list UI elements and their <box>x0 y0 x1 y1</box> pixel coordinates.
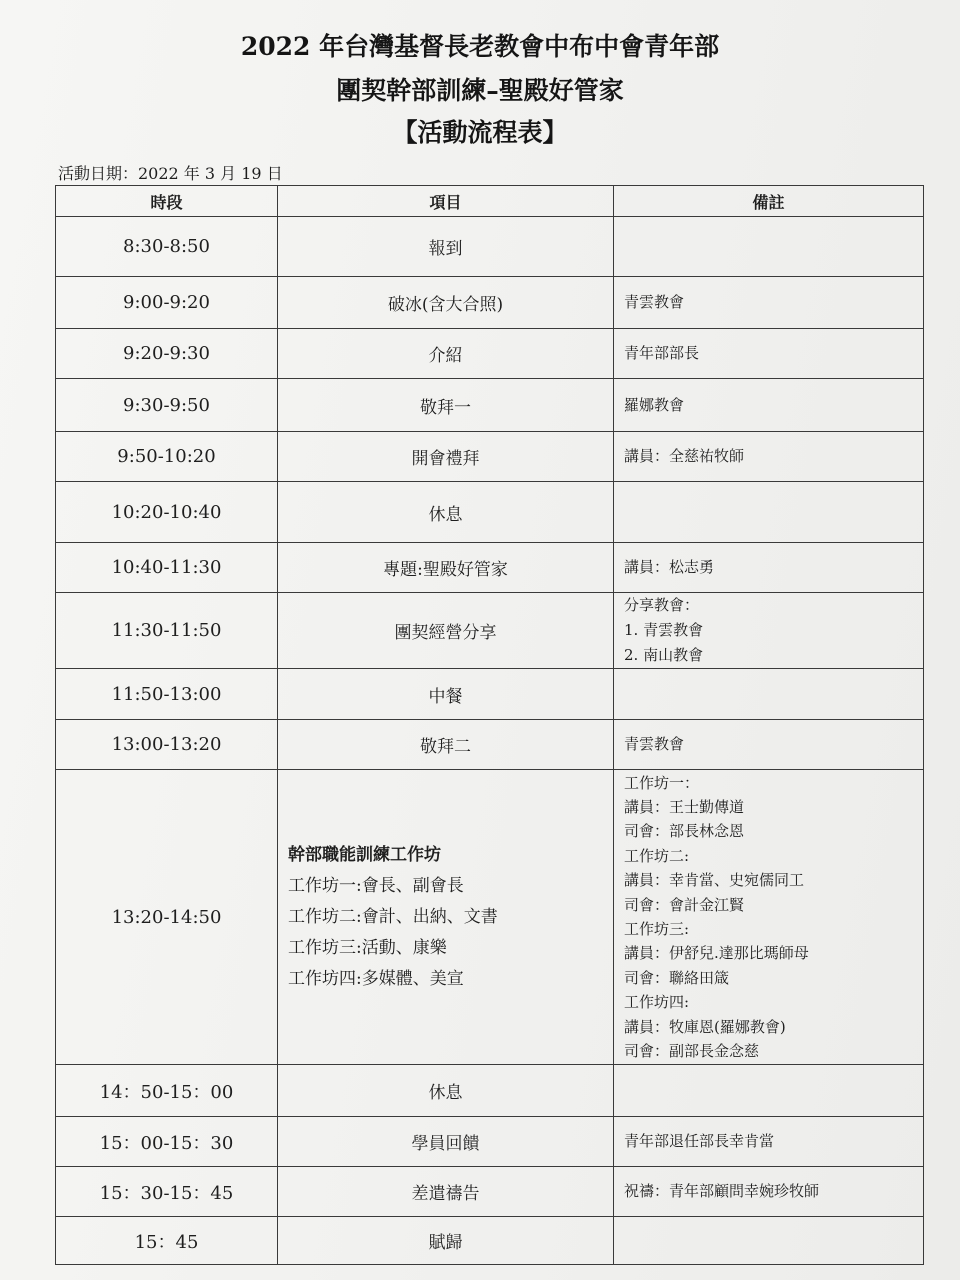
item-cell: 開會禮拜 <box>278 432 614 482</box>
note-line: 工作坊三: <box>624 920 690 938</box>
note-cell <box>614 432 924 482</box>
note-line: 講員：幸肯當、史宛儒同工 <box>624 871 805 890</box>
document-subtitle: 團契幹部訓練–聖殿好管家 <box>336 76 624 105</box>
item-cell: 差遣禱告 <box>278 1167 614 1217</box>
note-cell <box>614 1065 924 1117</box>
note-line: 司會：會計金江賢 <box>624 895 745 914</box>
note-line: 青雲教會 <box>624 735 685 753</box>
schedule-heading: 【活動流程表】 <box>392 118 568 147</box>
note-line: 青年部退任部長幸肯當 <box>624 1132 775 1150</box>
table-row <box>56 593 924 669</box>
note-line: 羅娜教會 <box>624 395 685 414</box>
note-cell <box>614 329 924 379</box>
note-line: 講員：牧庫恩(羅娜教會) <box>624 1017 786 1036</box>
item-cell: 專題:聖殿好管家 <box>278 543 614 593</box>
time-cell: 11:50-13:00 <box>56 669 278 720</box>
document-title: 2022 年台灣基督長老教會中布中會青年部 <box>240 32 720 61</box>
note-line: 講員：王士勤傳道 <box>624 797 745 816</box>
time-cell: 13:20-14:50 <box>56 770 278 1065</box>
workshop-item: 工作坊三:活動、康樂 <box>288 937 447 958</box>
note-line: 青雲教會 <box>624 293 685 311</box>
time-cell: 9:20-9:30 <box>56 329 278 379</box>
note-line: 司會：聯絡田箴 <box>624 968 730 987</box>
table-row <box>56 720 924 770</box>
table-row <box>56 329 924 379</box>
time-cell: 15：45 <box>56 1217 278 1265</box>
note-cell <box>614 770 924 1065</box>
header-note: 備註 <box>614 186 924 217</box>
time-cell: 10:20-10:40 <box>56 482 278 543</box>
time-cell: 9:00-9:20 <box>56 277 278 329</box>
item-cell: 中餐 <box>278 669 614 720</box>
item-cell: 破冰(含大合照) <box>278 277 614 329</box>
time-cell: 11:30-11:50 <box>56 593 278 669</box>
note-line: 講員：松志勇 <box>624 558 715 576</box>
note-line: 1. 青雲教會 <box>624 621 704 639</box>
workshop-item: 工作坊二:會計、出納、文書 <box>288 906 498 927</box>
item-cell: 介紹 <box>278 329 614 379</box>
note-cell <box>614 669 924 720</box>
note-line: 青年部部長 <box>624 344 700 362</box>
workshop-item: 工作坊四:多媒體、美宣 <box>288 968 464 989</box>
note-cell <box>614 1167 924 1217</box>
note-line: 工作坊一： <box>624 773 700 792</box>
item-cell: 敬拜一 <box>278 379 614 432</box>
table-row <box>56 1167 924 1217</box>
note-line: 工作坊四: <box>624 993 690 1012</box>
table-row <box>56 277 924 329</box>
activity-date: 活動日期：2022 年 3 月 19 日 <box>58 164 283 183</box>
time-cell: 15：00-15：30 <box>56 1117 278 1167</box>
workshop-cell <box>278 770 614 1065</box>
note-cell <box>614 482 924 543</box>
note-cell <box>614 543 924 593</box>
time-cell: 10:40-11:30 <box>56 543 278 593</box>
note-line: 司會：副部長金念慈 <box>624 1042 760 1061</box>
note-cell <box>614 277 924 329</box>
table-row <box>56 1065 924 1117</box>
time-cell: 13:00-13:20 <box>56 720 278 770</box>
table-row <box>56 1217 924 1265</box>
workshop-item: 工作坊一:會長、副會長 <box>288 875 464 896</box>
item-cell: 學員回饋 <box>278 1117 614 1167</box>
table-row <box>56 669 924 720</box>
header-time: 時段 <box>56 186 278 217</box>
workshop-heading: 幹部職能訓練工作坊 <box>288 844 441 865</box>
note-line: 講員：全慈祐牧師 <box>624 447 745 465</box>
time-cell: 8:30-8:50 <box>56 217 278 277</box>
note-line: 2. 南山教會 <box>624 646 704 664</box>
table-row <box>56 543 924 593</box>
item-cell: 休息 <box>278 482 614 543</box>
table-row <box>56 482 924 543</box>
note-cell <box>614 379 924 432</box>
item-cell: 賦歸 <box>278 1217 614 1265</box>
item-cell: 報到 <box>278 217 614 277</box>
header-row <box>56 186 924 217</box>
item-cell: 敬拜二 <box>278 720 614 770</box>
note-cell <box>614 720 924 770</box>
note-cell <box>614 1117 924 1167</box>
table-row <box>56 379 924 432</box>
time-cell: 9:50-10:20 <box>56 432 278 482</box>
note-line: 祝禱：青年部顧問幸婉珍牧師 <box>624 1182 820 1200</box>
time-cell: 15：30-15：45 <box>56 1167 278 1217</box>
table-row <box>56 432 924 482</box>
note-line: 工作坊二: <box>624 846 690 865</box>
item-cell: 休息 <box>278 1065 614 1117</box>
table-row <box>56 217 924 277</box>
item-cell: 團契經營分享 <box>278 593 614 669</box>
note-line: 分享教會： <box>624 596 700 614</box>
note-line: 司會：部長林念恩 <box>624 822 745 841</box>
table-row <box>56 1117 924 1167</box>
note-cell <box>614 217 924 277</box>
note-cell <box>614 593 924 669</box>
schedule-table <box>55 185 924 1265</box>
header-item: 項目 <box>278 186 614 217</box>
time-cell: 9:30-9:50 <box>56 379 278 432</box>
note-cell <box>614 1217 924 1265</box>
note-line: 講員：伊舒兒.達那比瑪師母 <box>624 944 809 963</box>
workshop-row <box>56 770 924 1065</box>
time-cell: 14：50-15：00 <box>56 1065 278 1117</box>
